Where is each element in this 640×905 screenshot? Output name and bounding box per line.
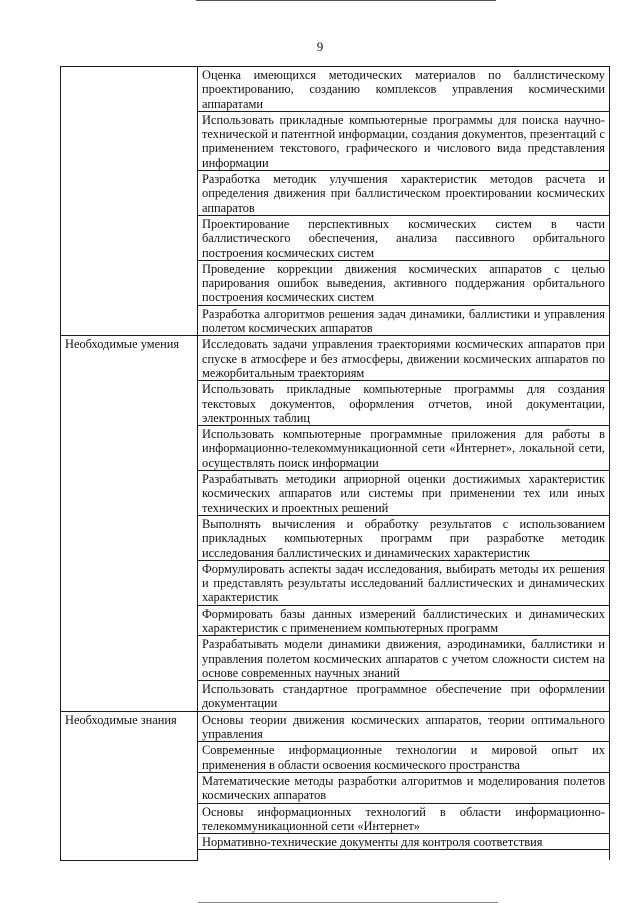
table-cell-item: Разрабатывать модели динамики движения, аэродинамики, баллистики и управления полетом космических аппаратов с учетом сложности систем на основе современных научных знаний [198, 636, 610, 681]
table-row [61, 67, 610, 112]
table-cell-item: Математические методы разработки алгоритмов и моделирования полетов космических аппаратов [198, 772, 610, 803]
table-cell-item: Исследовать задачи управления траекториями космических аппаратов при спуске в атмосфере и без атмосферы, движении космических аппаратов по межорбитальным траекториям [198, 336, 610, 381]
section-label-cell [61, 67, 198, 336]
table-cell-item: Формировать базы данных измерений баллистических и динамических характеристик с применением компьютерных программ [198, 605, 610, 636]
table-cell-item: Использовать прикладные компьютерные программы для создания текстовых документов, оформления отчетов, иной документации, электронных таблиц [198, 381, 610, 426]
table-cell-item: Использовать стандартное программное обеспечение при оформлении документации [198, 681, 610, 712]
page-number: 9 [316, 39, 324, 54]
table-cell-item: Формулировать аспекты задач исследования, выбирать методы их решения и представлять результаты исследований баллистических и динамических характеристик [198, 560, 610, 605]
table-cell-item: Разрабатывать методики априорной оценки достижимых характеристик космических аппаратов или системы при применении тех или иных технических и проектных решений [198, 471, 610, 516]
table-cell-item: Выполнять вычисления и обработку результатов с использованием прикладных компьютерных программ при разработке методик исследования баллистических и динамических характеристик [198, 515, 610, 560]
table-cell-item: Нормативно-технические документы для контроля соответствия [198, 834, 610, 850]
table-cell-item: Разработка алгоритмов решения задач динамики, баллистики и управления полетом космических аппаратов [198, 305, 610, 336]
table-cell-item: Основы информационных технологий в области информационно-телекоммуникационной сети «Интернет» [198, 803, 610, 834]
table-cell-item: Использовать компьютерные программные приложения для работы в информационно-телекоммуникационной сети «Интернет», локальной сети, осуществлять поиск информации [198, 426, 610, 471]
top-scan-rule [196, 0, 496, 1]
requirements-table [60, 66, 610, 861]
table-cell-continued [198, 850, 610, 861]
section-label-knowledge: Необходимые знания [61, 711, 198, 860]
bottom-scan-rule [198, 902, 498, 903]
table-cell-item: Проведение коррекции движения космических аппаратов с целью парирования ошибок выведения, активного поддержания орбитального построения космических систем [198, 260, 610, 305]
table-cell-item: Разработка методик улучшения характеристик методов расчета и определения движения при баллистическом проектировании космических аппаратов [198, 171, 610, 216]
section-label-skills: Необходимые умения [61, 336, 198, 711]
table-row [61, 711, 610, 742]
table-cell-item: Современные информационные технологии и мировой опыт их применения в области освоения космического пространства [198, 742, 610, 773]
table-cell-item: Основы теории движения космических аппаратов, теории оптимального управления [198, 711, 610, 742]
table-row [61, 336, 610, 381]
table-cell-item: Использовать прикладные компьютерные программы для поиска научно-технической и патентной информации, создания документов, презентаций с применением текстового, графического и числового вида представления информации [198, 111, 610, 170]
table-cell-item: Проектирование перспективных космических систем в части баллистического обеспечения, анализа пассивного орбитального построения космических систем [198, 215, 610, 260]
table-cell-item: Оценка имеющихся методических материалов по баллистическому проектированию, созданию комплексов управления космическими аппаратами [198, 67, 610, 112]
